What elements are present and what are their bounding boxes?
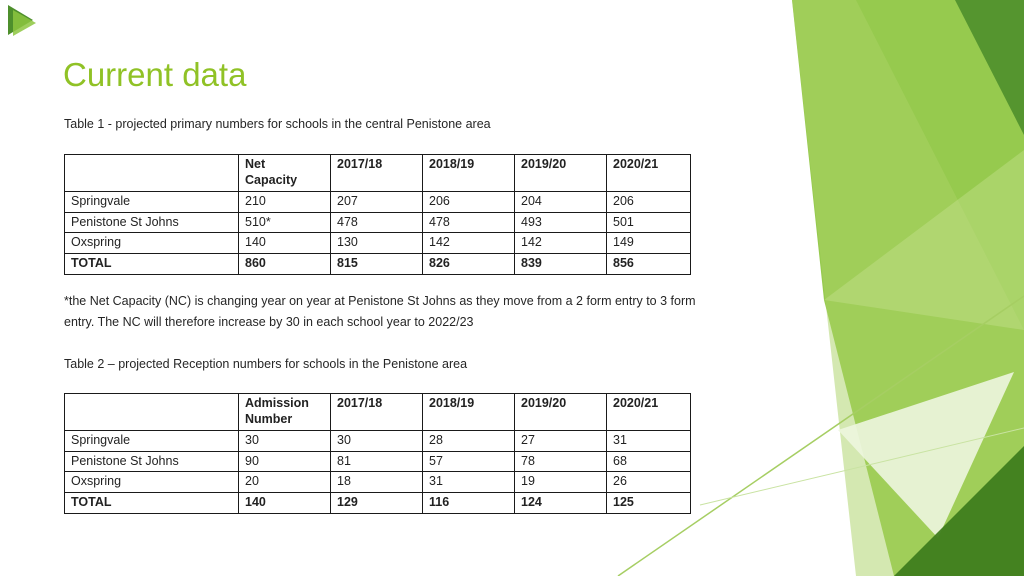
cell: 204 — [515, 192, 607, 213]
cell: 125 — [607, 492, 691, 513]
cell: 839 — [515, 253, 607, 274]
cell: 140 — [239, 492, 331, 513]
cell: 20 — [239, 472, 331, 493]
cell: 27 — [515, 431, 607, 452]
cell: 116 — [423, 492, 515, 513]
slide-title: Current data — [63, 56, 247, 93]
row-label: Oxspring — [65, 472, 239, 493]
table2-header-row — [65, 394, 691, 431]
row-label: TOTAL — [65, 492, 239, 513]
cell: 30 — [331, 431, 423, 452]
column-header — [65, 155, 239, 192]
row-label: Penistone St Johns — [65, 212, 239, 233]
table-row — [65, 212, 691, 233]
table-total-row — [65, 253, 691, 274]
column-header: 2018/19 — [423, 155, 515, 192]
table1-caption: Table 1 - projected primary numbers for schools in the central Penistone area — [64, 117, 491, 131]
cell: 26 — [607, 472, 691, 493]
column-header: 2020/21 — [607, 155, 691, 192]
column-header — [65, 394, 239, 431]
cell: 31 — [607, 431, 691, 452]
cell: 493 — [515, 212, 607, 233]
table-row — [65, 192, 691, 213]
table2-caption: Table 2 – projected Reception numbers for schools in the Penistone area — [64, 357, 468, 371]
cell: 90 — [239, 451, 331, 472]
cell: 826 — [423, 253, 515, 274]
cell: 860 — [239, 253, 331, 274]
cell: 149 — [607, 233, 691, 254]
column-header: 2020/21 — [607, 394, 691, 431]
cell: 207 — [331, 192, 423, 213]
cell: 57 — [423, 451, 515, 472]
table-row — [65, 472, 691, 493]
cell: 815 — [331, 253, 423, 274]
cell: 142 — [423, 233, 515, 254]
cell: 206 — [607, 192, 691, 213]
cell: 510* — [239, 212, 331, 233]
cell: 140 — [239, 233, 331, 254]
net-capacity-footnote: *the Net Capacity (NC) is changing year on year at Penistone St Johns as they move from a 2 form entry to 3 form entry. The NC will therefore increase by 30 in each school year to 2022/23 — [64, 294, 696, 330]
cell: 130 — [331, 233, 423, 254]
cell: 28 — [423, 431, 515, 452]
cell: 206 — [423, 192, 515, 213]
cell: 30 — [239, 431, 331, 452]
cell: 68 — [607, 451, 691, 472]
column-header: 2019/20 — [515, 394, 607, 431]
cell: 18 — [331, 472, 423, 493]
table1-projected-primary-numbers — [64, 154, 691, 275]
row-label: Springvale — [65, 431, 239, 452]
cell: 19 — [515, 472, 607, 493]
cell: 210 — [239, 192, 331, 213]
row-label: Springvale — [65, 192, 239, 213]
row-label: Oxspring — [65, 233, 239, 254]
table-total-row — [65, 492, 691, 513]
cell: 856 — [607, 253, 691, 274]
table1-header-row — [65, 155, 691, 192]
cell: 478 — [423, 212, 515, 233]
cell: 31 — [423, 472, 515, 493]
table-row — [65, 431, 691, 452]
table2-projected-reception-numbers — [64, 393, 691, 514]
cell: 501 — [607, 212, 691, 233]
column-header: 2017/18 — [331, 155, 423, 192]
column-header: 2019/20 — [515, 155, 607, 192]
cell: 81 — [331, 451, 423, 472]
row-label: Penistone St Johns — [65, 451, 239, 472]
column-header: Admission Number — [239, 394, 331, 431]
cell: 129 — [331, 492, 423, 513]
cell: 78 — [515, 451, 607, 472]
table-row — [65, 451, 691, 472]
cell: 478 — [331, 212, 423, 233]
cell: 124 — [515, 492, 607, 513]
cell: 142 — [515, 233, 607, 254]
column-header: Net Capacity — [239, 155, 331, 192]
table-row — [65, 233, 691, 254]
row-label: TOTAL — [65, 253, 239, 274]
column-header: 2018/19 — [423, 394, 515, 431]
column-header: 2017/18 — [331, 394, 423, 431]
